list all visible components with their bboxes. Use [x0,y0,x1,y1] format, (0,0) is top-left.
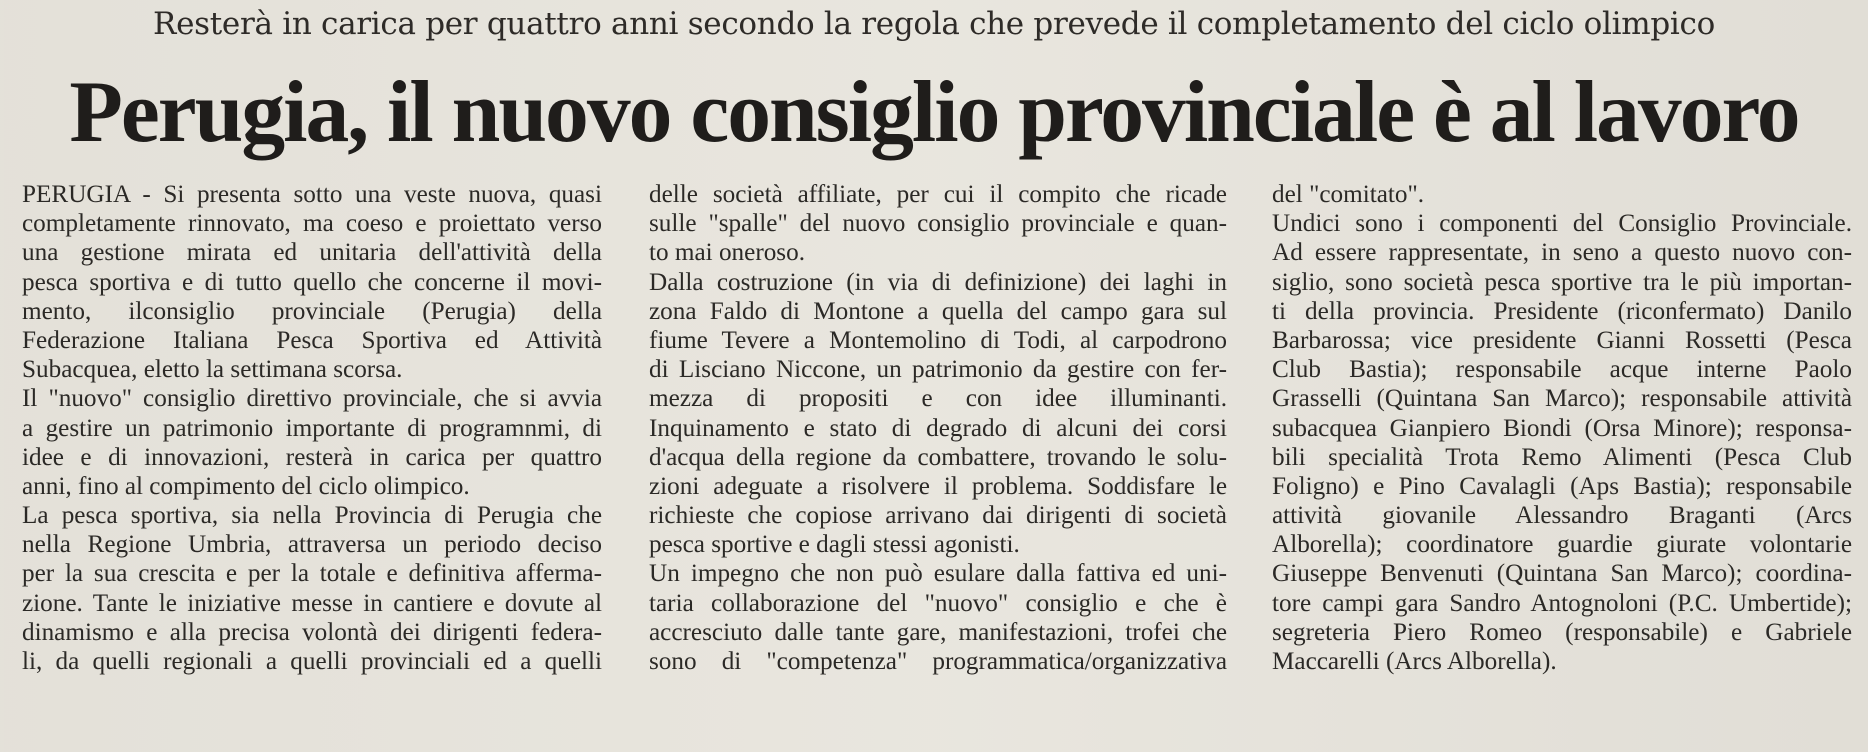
text-line: Il "nuovo" consiglio direttivo provinciale, che si avvia [22,385,602,413]
text-line: Giuseppe Benvenuti (Quintana San Marco); coordina- [1272,560,1852,588]
text-line: per la sua crescita e per la totale e definitiva afferma- [22,560,602,588]
text-line: Inquinamento e stato di degrado di alcuni dei corsi [649,414,1227,442]
text-line: mento, ilconsiglio provinciale (Perugia) della [22,297,602,325]
text-line: Club Bastia); responsabile acque interne Paolo [1272,356,1852,384]
text-line: fiume Tevere a Montemolino di Todi, al carpodrono [649,326,1227,354]
text-line: to mai oneroso. [649,239,805,267]
text-line: Grasselli (Quintana San Marco); responsabile attività [1272,385,1852,413]
text-line: Subacquea, eletto la settimana scorsa. [22,356,403,384]
text-line: idee e di innovazioni, resterà in carica per quattro [22,443,602,471]
article-column-1 [22,180,602,676]
text-line: accresciuto dalle tante gare, manifestazioni, trofei che [649,618,1227,646]
text-line: anni, fino al compimento del ciclo olimpico. [22,472,470,500]
text-line: segreteria Piero Romeo (responsabile) e Gabriele [1272,618,1852,646]
text-line: Maccarelli (Arcs Alborella). [1272,648,1557,675]
text-line: La pesca sportiva, sia nella Provincia di Perugia che [22,502,602,530]
text-line: zione. Tante le iniziative messe in cantiere e dovute al [22,589,602,617]
text-line: Foligno) e Pino Cavalagli (Aps Bastia); responsabile [1272,472,1852,500]
text-line: del "comitato". [1272,181,1425,208]
text-line: Federazione Italiana Pesca Sportiva ed Attività [22,326,602,354]
text-line: siglio, sono società pesca sportive tra le più importan- [1272,268,1852,296]
text-line: richieste che copiose arrivano dai dirigenti di società [649,502,1227,530]
text-line: pesca sportive e dagli stessi agonisti. [649,531,1020,559]
article-column-2 [649,180,1227,676]
text-line: tore campi gara Sandro Antognoloni (P.C. Umbertide); [1272,589,1852,617]
text-line: Dalla costruzione (in via di definizione) dei laghi in [649,268,1227,296]
text-line: delle società affiliate, per cui il compito che ricade [649,181,1227,208]
article-column-3 [1272,180,1852,676]
text-line: li, da quelli regionali a quelli provinciali ed a quelli [22,648,602,675]
text-line: Ad essere rappresentate, in seno a questo nuovo con- [1272,239,1852,267]
text-line: Alborella); coordinatore guardie giurate volontarie [1272,531,1852,559]
article-kicker: Resterà in carica per quattro anni secondo la regola che prevede il completamento del ciclo olimpico [153,6,1715,42]
text-line: pesca sportiva e di tutto quello che concerne il movi- [22,268,602,296]
text-line: sulle "spalle" del nuovo consiglio provinciale e quan- [649,210,1227,238]
text-line: nella Regione Umbria, attraversa un periodo deciso [22,531,602,559]
text-line: una gestione mirata ed unitaria dell'attività della [22,239,602,267]
text-line: sono di "competenza" programmatica/organizzativa [649,648,1227,675]
article-headline: Perugia, il nuovo consiglio provinciale è al lavoro [69,64,1799,161]
text-line: mezza di propositi e con idee illuminanti. [649,385,1227,413]
text-line: d'acqua della regione da combattere, trovando le solu- [649,443,1227,471]
text-line: ti della provincia. Presidente (riconfermato) Danilo [1272,297,1852,325]
text-line: dinamismo e alla precisa volontà dei dirigenti federa- [22,618,602,646]
text-line: PERUGIA - Si presenta sotto una veste nuova, quasi [22,181,602,208]
text-line: Un impegno che non può esulare dalla fattiva ed uni- [649,560,1227,588]
text-line: a gestire un patrimonio importante di programnmi, di [22,414,602,442]
text-line: attività giovanile Alessandro Braganti (Arcs [1272,502,1852,530]
text-line: Undici sono i componenti del Consiglio Provinciale. [1272,210,1852,238]
text-line: zioni adeguate a risolvere il problema. Soddisfare le [649,472,1227,500]
text-line: completamente rinnovato, ma coeso e proiettato verso [22,210,602,238]
text-line: taria collaborazione del "nuovo" consiglio e che è [649,589,1227,617]
text-line: di Lisciano Niccone, un patrimonio da gestire con fer- [649,356,1227,384]
text-line: bili specialità Trota Remo Alimenti (Pesca Club [1272,443,1852,471]
text-line: Barbarossa; vice presidente Gianni Rossetti (Pesca [1272,326,1852,354]
text-line: subacquea Gianpiero Biondi (Orsa Minore); responsa- [1272,414,1852,442]
text-line: zona Faldo di Montone a quella del campo gara sul [649,297,1227,325]
